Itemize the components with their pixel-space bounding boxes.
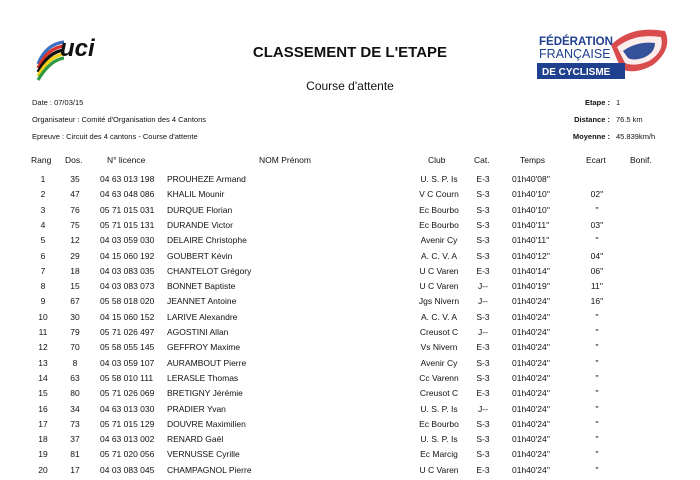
table-row (0, 449, 700, 464)
row-rank: 10 (38, 311, 48, 322)
col-header-temps: Temps (520, 155, 546, 165)
row-rider-name: DELAIRE Christophe (167, 235, 247, 246)
col-header-cat: Cat. (474, 155, 490, 165)
row-category: E-3 (476, 388, 490, 399)
row-category: J-- (478, 403, 488, 414)
row-licence: 04 03 059 030 (100, 235, 155, 246)
row-rider-name: LERASLE Thomas (167, 372, 239, 383)
row-licence: 04 03 083 045 (100, 464, 155, 475)
row-rider-name: AGOSTINI Allan (167, 327, 229, 337)
table-row (0, 235, 700, 250)
row-time: 01h40'10'' (512, 189, 550, 200)
row-category: S-3 (476, 219, 490, 230)
row-rank: 17 (38, 418, 48, 429)
row-bib: 79 (70, 327, 80, 337)
row-rider-name: DURQUE Florian (167, 204, 233, 215)
row-category: S-3 (476, 372, 490, 383)
row-club: Ec Marcig (420, 449, 458, 460)
row-bib: 47 (70, 189, 80, 200)
row-club: A. C. V. A (420, 311, 458, 322)
table-row (0, 342, 700, 357)
row-category: S-3 (476, 189, 490, 200)
row-bib: 18 (70, 265, 80, 276)
row-time: 01h40'24'' (512, 418, 550, 429)
row-bib: 35 (70, 174, 80, 184)
row-category: E-3 (476, 464, 490, 475)
row-licence: 04 63 013 198 (100, 174, 155, 184)
table-row (0, 205, 700, 220)
row-licence: 05 71 026 069 (100, 388, 155, 399)
row-bib: 29 (70, 250, 80, 261)
row-gap: '' (595, 372, 599, 383)
row-licence: 05 71 026 497 (100, 327, 155, 337)
col-header-rang: Rang (31, 155, 52, 165)
race-event: Epreuve : Circuit des 4 cantons - Course d'attente (32, 132, 198, 141)
row-gap: '' (595, 464, 599, 475)
row-rider-name: PROUHEZE Armand (167, 174, 246, 184)
row-gap: 16'' (590, 296, 604, 307)
row-rider-name: RENARD Gaël (167, 434, 224, 445)
row-rank: 19 (38, 449, 48, 460)
ffc-logo-line-1: FÉDÉRATION (539, 36, 613, 48)
row-category: J-- (478, 327, 488, 337)
row-club: Ec Bourbo (419, 204, 459, 215)
row-rank: 6 (40, 250, 46, 261)
row-category: E-3 (476, 265, 490, 276)
table-row (0, 358, 700, 373)
row-licence: 04 03 083 035 (100, 265, 155, 276)
row-licence: 05 71 015 031 (100, 204, 155, 215)
row-club: U. S. P. Is (420, 434, 458, 445)
row-bib: 70 (70, 342, 80, 353)
row-bib: 17 (70, 464, 80, 475)
row-rank: 2 (40, 189, 46, 200)
row-licence: 05 58 010 111 (100, 372, 154, 383)
ffc-logo-line-3: DE CYCLISME (542, 67, 611, 78)
row-category: S-3 (476, 204, 490, 215)
row-bib: 76 (70, 204, 80, 215)
row-licence: 05 71 015 129 (100, 418, 155, 429)
table-row (0, 434, 700, 449)
row-time: 01h40'11'' (512, 219, 550, 230)
row-rider-name: VERNUSSE Cyrille (167, 449, 240, 460)
row-licence: 04 63 013 030 (100, 403, 155, 414)
row-rider-name: PRADIER Yvan (167, 403, 226, 414)
col-header-dos: Dos. (65, 155, 83, 165)
row-licence: 05 71 015 131 (100, 219, 155, 230)
col-header-club: Club (428, 155, 446, 165)
row-gap: '' (595, 204, 599, 215)
row-rider-name: CHANTELOT Grégory (167, 265, 252, 276)
row-category: J-- (478, 296, 488, 307)
row-rank: 7 (40, 265, 46, 276)
row-rider-name: GOUBERT Kévin (167, 250, 233, 261)
row-rank: 15 (38, 388, 48, 399)
row-gap: '' (595, 434, 599, 445)
row-club: U. S. P. Is (420, 174, 458, 184)
row-licence: 04 03 083 073 (100, 281, 155, 292)
row-rank: 12 (38, 342, 48, 353)
row-gap: '' (595, 311, 599, 322)
table-row (0, 388, 700, 403)
row-time: 01h40'24'' (512, 434, 550, 445)
table-row (0, 373, 700, 388)
row-rider-name: BONNET Baptiste (167, 281, 236, 292)
row-bib: 37 (70, 434, 80, 445)
row-time: 01h40'24'' (512, 388, 550, 399)
row-gap: 04'' (590, 250, 604, 261)
race-date: Date : 07/03/15 (32, 98, 84, 107)
row-category: E-3 (476, 174, 490, 184)
row-bib: 8 (72, 357, 78, 368)
col-header-nom: NOM Prénom (259, 155, 311, 165)
race-organiser: Organisateur : Comité d'Organisation des 4 Cantons (32, 115, 207, 124)
row-category: S-3 (476, 449, 490, 460)
table-row (0, 419, 700, 434)
row-licence: 05 58 018 020 (100, 296, 155, 307)
row-category: E-3 (476, 342, 490, 353)
row-time: 01h40'24'' (512, 296, 550, 307)
row-time: 01h40'24'' (512, 311, 550, 322)
col-header-ecart: Ecart (586, 155, 606, 165)
table-row (0, 296, 700, 311)
row-time: 01h40'24'' (512, 327, 550, 337)
row-gap: '' (595, 342, 599, 353)
row-bib: 15 (70, 281, 80, 292)
page-title: CLASSEMENT DE L'ETAPE (252, 44, 448, 61)
row-time: 01h40'12'' (512, 250, 550, 261)
row-category: S-3 (476, 250, 490, 261)
row-rider-name: CHAMPAGNOL Pierre (167, 464, 252, 475)
row-time: 01h40'10'' (512, 204, 550, 215)
row-gap: '' (595, 327, 599, 337)
row-gap: '' (595, 235, 599, 246)
row-gap: 11'' (590, 281, 604, 292)
row-club: Ec Bourbo (419, 219, 459, 230)
ffc-logo-line-2: FRANÇAISE (539, 47, 611, 61)
table-row (0, 281, 700, 296)
row-licence: 04 63 048 086 (100, 189, 155, 200)
row-licence: 05 58 055 145 (100, 342, 155, 353)
row-club: U C Varen (419, 464, 459, 475)
row-time: 01h40'24'' (512, 403, 550, 414)
row-club: Creusot C (419, 327, 459, 337)
row-club: U C Varen (419, 265, 459, 276)
row-gap: '' (595, 388, 599, 399)
table-row (0, 327, 700, 342)
row-club: Vs Nivern (420, 342, 458, 353)
row-category: S-3 (476, 311, 490, 322)
row-gap: '' (595, 449, 599, 460)
row-bib: 30 (70, 311, 80, 322)
distance-label: Distance : (574, 115, 610, 124)
row-bib: 12 (70, 235, 80, 246)
race-subtitle: Course d'attente (306, 79, 394, 93)
row-rider-name: KHALIL Mounir (167, 189, 225, 200)
row-club: Jgs Nivern (418, 296, 460, 307)
row-rank: 20 (38, 464, 48, 475)
row-club: Cc Varenn (419, 372, 459, 383)
row-time: 01h40'24'' (512, 372, 550, 383)
row-rank: 14 (38, 372, 48, 383)
row-gap: '' (595, 418, 599, 429)
row-bib: 75 (70, 219, 80, 230)
row-rider-name: JEANNET Antoine (167, 296, 237, 307)
row-rank: 9 (40, 296, 46, 307)
row-rider-name: AURAMBOUT Pierre (167, 357, 247, 368)
table-row (0, 189, 700, 204)
row-rank: 13 (38, 357, 48, 368)
row-club: V C Courn (419, 189, 459, 200)
row-club: Ec Bourbo (419, 418, 459, 429)
row-rider-name: LARIVE Alexandre (167, 311, 238, 322)
row-time: 01h40'24'' (512, 464, 550, 475)
average-speed-label: Moyenne : (572, 132, 610, 141)
row-bib: 67 (70, 296, 80, 307)
stage-value: 1 (616, 98, 621, 107)
row-time: 01h40'14'' (512, 265, 550, 276)
table-row (0, 312, 700, 327)
row-category: S-3 (476, 235, 490, 246)
row-rider-name: GEFFROY Maxime (167, 342, 241, 353)
row-bib: 63 (70, 372, 80, 383)
table-row (0, 465, 700, 480)
uci-logo-text: uci (60, 35, 95, 62)
row-rank: 16 (38, 403, 48, 414)
row-category: S-3 (476, 434, 490, 445)
row-rank: 1 (40, 174, 46, 184)
col-header-bonif: Bonif. (630, 155, 652, 165)
row-rider-name: BRETIGNY Jérémie (167, 388, 243, 399)
row-time: 01h40'11'' (512, 235, 550, 246)
table-row (0, 220, 700, 235)
row-licence: 04 15 060 152 (100, 311, 155, 322)
row-licence: 05 71 020 056 (100, 449, 155, 460)
row-rank: 3 (40, 204, 46, 215)
table-row (0, 251, 700, 266)
row-rank: 18 (38, 434, 48, 445)
row-category: S-3 (476, 418, 490, 429)
row-club: U C Varen (419, 281, 459, 292)
row-rank: 11 (38, 327, 48, 337)
row-category: J-- (478, 281, 488, 292)
row-club: Creusot C (419, 388, 459, 399)
row-rank: 5 (40, 235, 46, 246)
row-time: 01h40'24'' (512, 342, 550, 353)
row-licence: 04 63 013 002 (100, 434, 155, 445)
row-category: S-3 (476, 357, 490, 368)
row-rank: 4 (40, 219, 46, 230)
row-gap: 02'' (590, 189, 604, 200)
row-gap: 03'' (590, 219, 604, 230)
row-gap: 06'' (590, 265, 604, 276)
row-time: 01h40'24'' (512, 449, 550, 460)
row-time: 01h40'08'' (512, 174, 550, 184)
distance-value: 76.5 km (616, 115, 643, 124)
row-gap: '' (595, 357, 599, 368)
row-licence: 04 03 059 107 (100, 357, 155, 368)
row-bib: 80 (70, 388, 80, 399)
row-club: Avenir Cy (420, 357, 458, 368)
row-gap: '' (595, 403, 599, 414)
col-header-licence: N° licence (107, 155, 146, 165)
row-time: 01h40'19'' (512, 281, 550, 292)
row-club: Avenir Cy (420, 235, 458, 246)
row-bib: 81 (70, 449, 80, 460)
stage-label: Etape : (584, 98, 610, 107)
row-licence: 04 15 060 192 (100, 250, 155, 261)
table-row (0, 266, 700, 281)
row-club: A. C. V. A (420, 250, 458, 261)
table-row (0, 404, 700, 419)
row-rider-name: DURANDE Victor (167, 219, 233, 230)
row-time: 01h40'24'' (512, 357, 550, 368)
row-rider-name: DOUVRE Maximilien (167, 418, 246, 429)
table-row (0, 174, 700, 189)
row-rank: 8 (40, 281, 46, 292)
row-bib: 34 (70, 403, 80, 414)
row-bib: 73 (70, 418, 80, 429)
row-club: U. S. P. Is (420, 403, 458, 414)
average-speed-value: 45.839km/h (616, 132, 656, 141)
